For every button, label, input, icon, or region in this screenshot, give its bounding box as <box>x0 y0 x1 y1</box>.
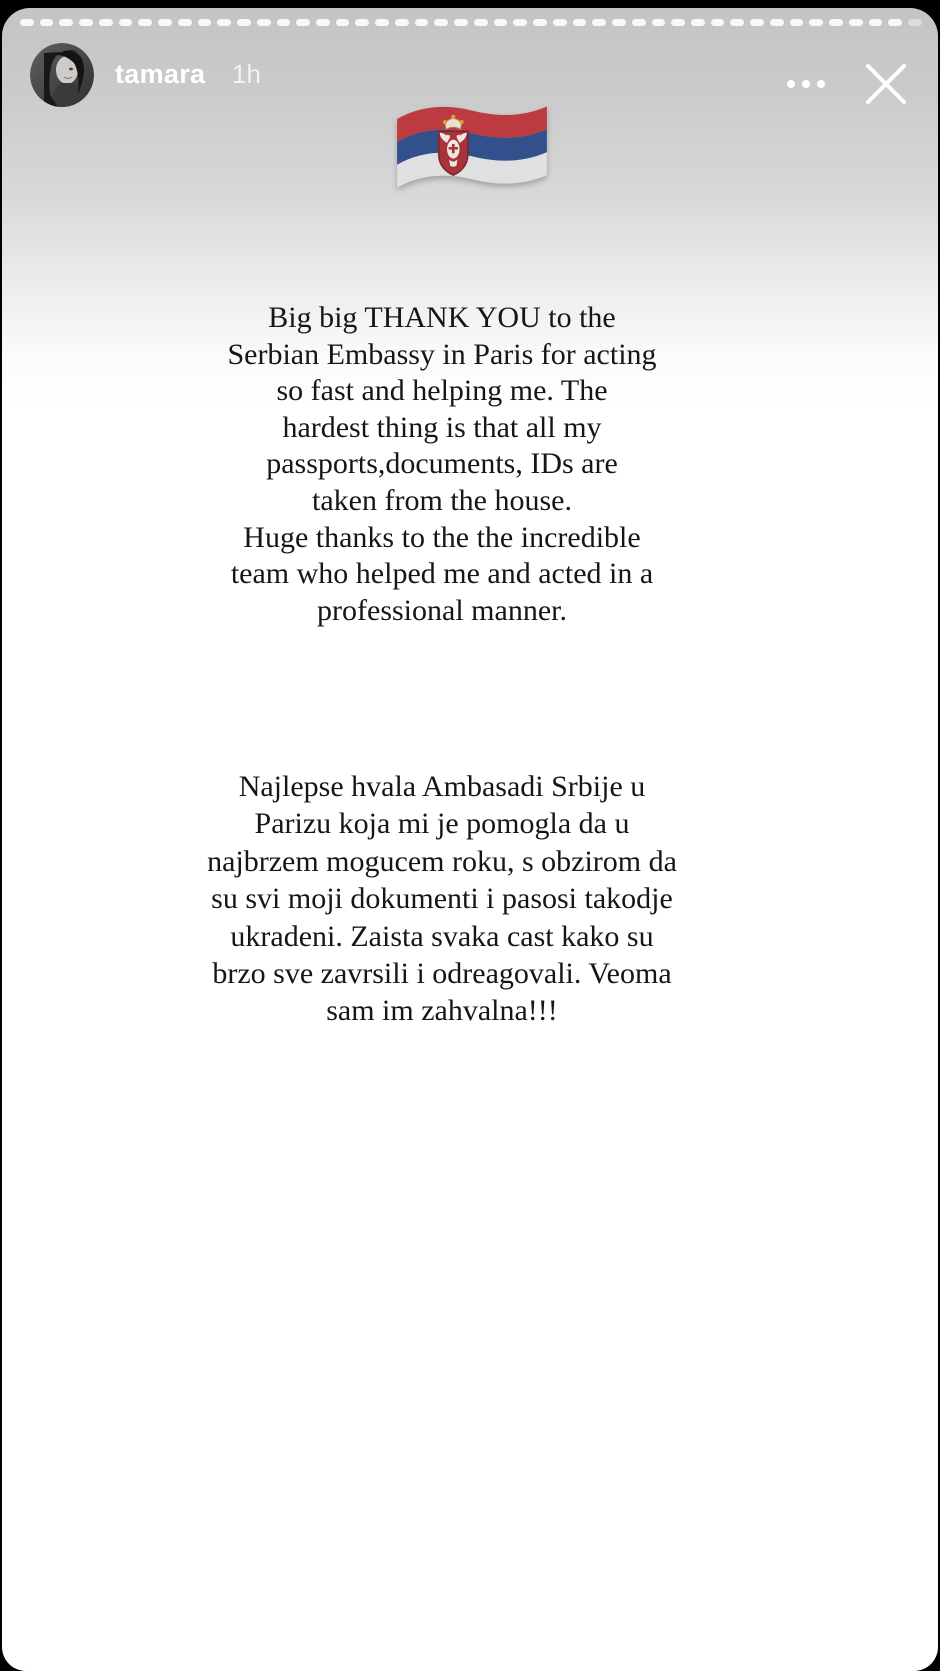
progress-segment <box>770 19 784 26</box>
text-line: najbrzem mogucem roku, s obzirom da <box>207 844 677 878</box>
text-line: Najlepse hvala Ambasadi Srbije u <box>238 770 646 803</box>
text-line: hardest thing is that all my <box>282 410 602 444</box>
close-button[interactable] <box>862 60 910 108</box>
story-text-serbian <box>62 768 822 1030</box>
progress-segment <box>20 19 34 26</box>
progress-segment <box>612 19 626 26</box>
progress-segment <box>809 19 823 26</box>
progress-segment <box>494 19 508 26</box>
progress-segment <box>198 19 212 26</box>
progress-segment <box>355 19 369 26</box>
progress-segment <box>573 19 587 26</box>
story-text-english <box>62 300 822 629</box>
story-timestamp: 1h <box>232 59 261 89</box>
close-icon <box>862 60 910 108</box>
progress-segment <box>79 19 93 26</box>
progress-segment <box>99 19 113 26</box>
progress-segment <box>434 19 448 26</box>
progress-segment <box>888 19 902 26</box>
progress-segment <box>632 19 646 26</box>
progress-segment <box>849 19 863 26</box>
progress-segment <box>553 19 567 26</box>
progress-segment <box>217 19 231 26</box>
progress-segment <box>415 19 429 26</box>
serbia-flag-emoji <box>388 94 556 198</box>
text-line: passports,documents, IDs are <box>266 447 618 481</box>
progress-segment <box>316 19 330 26</box>
progress-segment <box>592 19 606 26</box>
progress-segment <box>513 19 527 26</box>
text-line: sam im zahvalna!!! <box>326 994 558 1028</box>
progress-segment <box>40 19 54 26</box>
progress-segment <box>237 19 251 26</box>
avatar[interactable] <box>30 43 94 107</box>
story-card[interactable] <box>2 8 938 1671</box>
progress-segment <box>652 19 666 26</box>
text-line: Huge thanks to the the incredible <box>243 520 641 554</box>
text-line: taken from the house. <box>312 483 572 517</box>
progress-segment <box>711 19 725 26</box>
text-line: professional manner. <box>317 593 567 627</box>
progress-segment <box>790 19 804 26</box>
progress-segment <box>691 19 705 26</box>
text-line: Serbian Embassy in Paris for acting <box>227 337 657 371</box>
progress-segment <box>869 19 883 26</box>
text-line: Parizu koja mi je pomogla da u <box>254 807 630 841</box>
progress-segment <box>375 19 389 26</box>
progress-segment <box>730 19 744 26</box>
progress-segment <box>671 19 685 26</box>
progress-segment <box>296 19 310 26</box>
username[interactable]: tamara <box>115 59 206 89</box>
progress-segment <box>474 19 488 26</box>
ellipsis-icon <box>787 80 795 88</box>
progress-segment <box>158 19 172 26</box>
progress-segment <box>138 19 152 26</box>
story-progress-bar <box>20 19 922 26</box>
progress-segment <box>395 19 409 26</box>
progress-segment <box>119 19 133 26</box>
text-line: Big big THANK YOU to the <box>268 301 616 334</box>
progress-segment <box>454 19 468 26</box>
progress-segment <box>59 19 73 26</box>
progress-segment <box>257 19 271 26</box>
text-line: so fast and helping me. The <box>276 374 608 408</box>
avatar-portrait <box>30 43 94 107</box>
progress-segment <box>908 19 922 26</box>
progress-segment <box>750 19 764 26</box>
more-options-button[interactable] <box>784 76 828 92</box>
text-line: brzo sve zavrsili i odreagovali. Veoma <box>212 957 672 991</box>
text-line: su svi moji dokumenti i pasosi takodje <box>211 882 673 916</box>
progress-segment <box>178 19 192 26</box>
progress-segment <box>336 19 350 26</box>
progress-segment <box>533 19 547 26</box>
text-line: team who helped me and acted in a <box>230 557 654 591</box>
text-line: ukradeni. Zaista svaka cast kako su <box>230 919 654 953</box>
progress-segment <box>829 19 843 26</box>
progress-segment <box>277 19 291 26</box>
